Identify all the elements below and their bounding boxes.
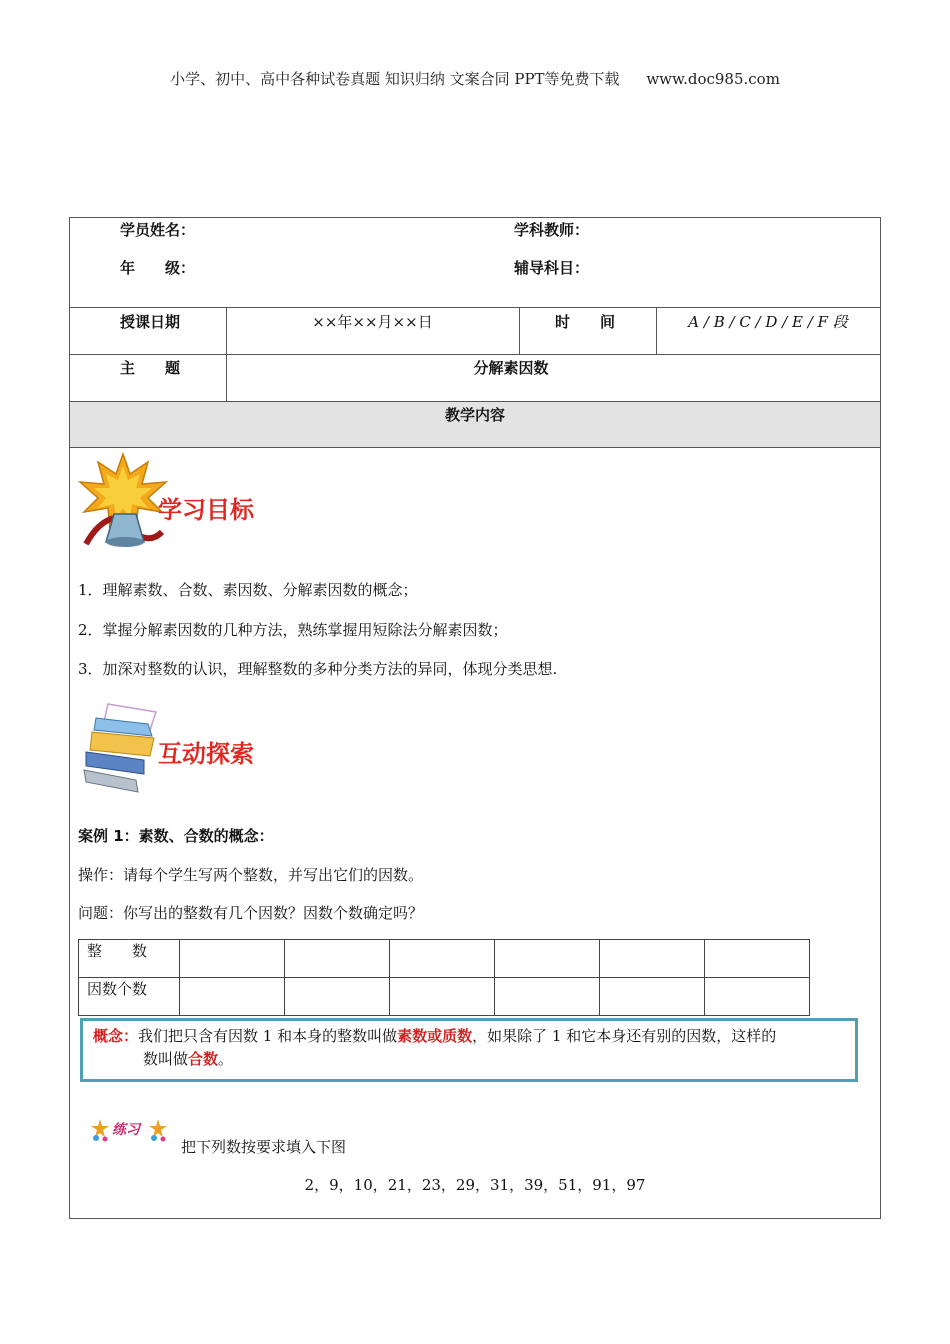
objective-1: 1．理解素数、合数、素因数、分解素因数的概念； xyxy=(78,581,418,599)
table-cell[interactable] xyxy=(600,978,705,1016)
topic-label: 主 题 xyxy=(120,359,181,377)
teacher-label: 学科教师： xyxy=(514,221,590,239)
concept-tag: 概念： xyxy=(93,1027,139,1045)
goals-banner xyxy=(78,452,278,552)
time-value: A / B / C / D / E / F 段 xyxy=(688,313,848,331)
maple-leaf-bell-icon xyxy=(78,452,168,552)
table-row xyxy=(79,978,810,1016)
topic-value: 分解素因数 xyxy=(473,359,549,377)
table-cell[interactable] xyxy=(180,978,285,1016)
header-text: 小学、初中、高中各种试卷真题 知识归纳 文案合同 PPT等免费下载 xyxy=(170,70,620,88)
concept-line-2 xyxy=(93,1048,845,1071)
case1-title: 案例 1：素数、合数的概念： xyxy=(78,827,274,845)
table-cell[interactable] xyxy=(390,940,495,978)
subject-label: 辅导科目： xyxy=(514,259,590,277)
practice-badge xyxy=(90,1116,172,1144)
books-icon xyxy=(78,700,168,796)
date-value: ××年××月××日 xyxy=(312,313,433,331)
table-cell[interactable] xyxy=(705,978,810,1016)
time-label: 时 间 xyxy=(555,313,616,331)
date-label: 授课日期 xyxy=(120,313,181,331)
practice-numbers: 2，9，10，21，23，29，31，39，51，91，97 xyxy=(304,1176,646,1194)
concept-term-composite: 合数 xyxy=(188,1050,219,1068)
case1-operation: 操作：请每个学生写两个整数，并写出它们的因数。 xyxy=(78,866,424,884)
header-url[interactable]: www.doc985.com xyxy=(646,70,780,88)
table-cell[interactable] xyxy=(390,978,495,1016)
concept-part2: ，如果除了 1 和它本身还有别的因数，这样的 xyxy=(472,1027,777,1045)
practice-title: 练习 xyxy=(112,1122,140,1138)
page-header xyxy=(0,68,950,89)
explore-banner xyxy=(78,700,278,800)
concept-box xyxy=(80,1018,858,1082)
concept-part3: 数叫做 xyxy=(143,1050,189,1068)
goals-title: 学习目标 xyxy=(158,496,254,524)
table-cell[interactable] xyxy=(285,940,390,978)
explore-title: 互动探索 xyxy=(158,740,254,768)
star-cluster-icon xyxy=(148,1118,168,1142)
objective-2: 2．掌握分解素因数的几种方法，熟练掌握用短除法分解素因数； xyxy=(78,621,508,639)
table-row xyxy=(79,940,810,978)
factor-table xyxy=(78,939,810,1016)
content-header: 教学内容 xyxy=(444,406,505,424)
row-label-integer: 整 数 xyxy=(79,940,180,978)
concept-line-1 xyxy=(93,1025,845,1048)
table-cell[interactable] xyxy=(495,940,600,978)
case1-question: 问题：你写出的整数有几个因数？因数个数确定吗？ xyxy=(78,904,424,922)
concept-part1: 我们把只含有因数 1 和本身的整数叫做 xyxy=(138,1027,398,1045)
concept-term-prime: 素数或质数 xyxy=(397,1027,473,1045)
student-name-label: 学员姓名： xyxy=(120,221,196,239)
row-label-factor-count: 因数个数 xyxy=(79,978,180,1016)
table-cell[interactable] xyxy=(285,978,390,1016)
table-cell[interactable] xyxy=(705,940,810,978)
objective-3: 3．加深对整数的认识，理解整数的多种分类方法的异同，体现分类思想. xyxy=(78,660,558,678)
table-cell[interactable] xyxy=(180,940,285,978)
concept-part4: 。 xyxy=(218,1050,234,1068)
table-cell[interactable] xyxy=(495,978,600,1016)
practice-instruction: 把下列数按要求填入下图 xyxy=(181,1138,347,1156)
star-cluster-icon xyxy=(90,1118,110,1142)
grade-label: 年 级： xyxy=(120,259,196,277)
table-cell[interactable] xyxy=(600,940,705,978)
